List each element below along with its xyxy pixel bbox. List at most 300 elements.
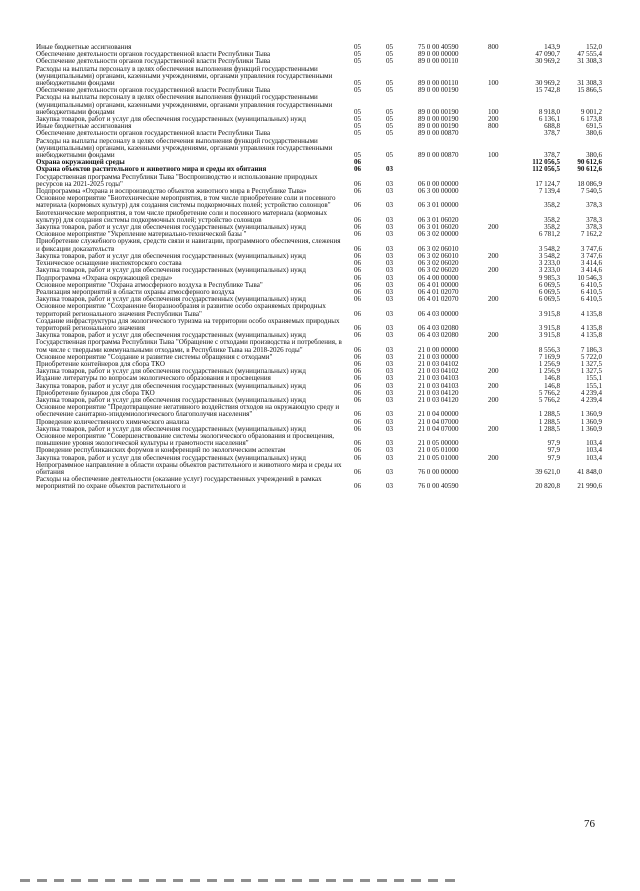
- row-amount-year1: 3 233,0: [538, 266, 560, 275]
- row-subsection: 03: [386, 410, 394, 419]
- row-section: 06: [354, 482, 362, 491]
- row-name: Обеспечение деятельности органов государственной власти Республики Тыва: [36, 86, 271, 95]
- table-row: [36, 404, 604, 418]
- row-subsection: 03: [386, 187, 394, 196]
- row-target-code: 06 4 01 02070: [418, 287, 459, 296]
- row-name: Основное мероприятие "Совершенствование системы экологического образования и просвещения, повышение уровня экологической культуры и грамотности населения": [36, 431, 335, 448]
- row-expense-type: 200: [488, 295, 499, 304]
- row-target-code: 89 0 00 00190: [418, 115, 459, 124]
- row-expense-type: 200: [488, 266, 499, 275]
- row-subsection: 03: [386, 453, 394, 462]
- row-section: 06: [354, 223, 362, 232]
- row-amount-year1: 146,8: [544, 374, 560, 383]
- row-target-code: 75 0 00 40590: [418, 43, 459, 51]
- row-section: 06: [354, 251, 362, 260]
- row-target-code: 21 0 05 01000: [418, 453, 459, 462]
- row-subsection: 05: [386, 115, 394, 124]
- row-subsection: 03: [386, 223, 394, 232]
- row-amount-year1: 3 548,2: [538, 251, 560, 260]
- page-number: 76: [584, 818, 595, 830]
- row-section: 06: [354, 453, 362, 462]
- row-expense-type: [488, 318, 518, 332]
- row-subsection: 05: [386, 107, 394, 116]
- row-amount-year2: 4 135,8: [580, 331, 602, 340]
- row-section: 06: [354, 244, 362, 253]
- row-amount-year1: 17 124,7: [535, 179, 560, 188]
- row-amount-year2: 1 360,9: [580, 417, 602, 426]
- row-amount-year1: 3 915,8: [538, 331, 560, 340]
- row-expense-type: 100: [488, 107, 499, 116]
- row-name: Закупка товаров, работ и услуг для обеспечения государственных (муниципальных) нужд: [36, 223, 306, 232]
- row-subsection: 03: [386, 381, 394, 390]
- row-section: 06: [354, 230, 362, 239]
- row-section: 06: [354, 417, 362, 426]
- row-amount-year2: 1 327,5: [580, 367, 602, 376]
- row-expense-type: 800: [488, 43, 499, 51]
- row-name: Издание литературы по вопросам экологического образования и просвещения: [36, 374, 271, 383]
- row-expense-type: [488, 159, 518, 166]
- row-name: Реализация мероприятий в области охраны атмосферного воздуха: [36, 287, 235, 296]
- row-target-code: 89 0 00 00190: [418, 86, 459, 95]
- row-amount-year2: 378,3: [586, 215, 602, 224]
- row-subsection: 03: [386, 374, 394, 383]
- row-name: Проведение количественного химического анализа: [36, 417, 190, 426]
- row-subsection: 03: [386, 280, 394, 289]
- row-name: Закупка товаров, работ и услуг для обеспечения государственных (муниципальных) нужд: [36, 453, 306, 462]
- row-amount-year2: 4 135,8: [580, 323, 602, 332]
- row-amount-year1: 47 090,7: [535, 50, 560, 59]
- row-expense-type: [488, 476, 518, 490]
- row-section: 06: [354, 359, 362, 368]
- row-amount-year2: 4 239,4: [580, 388, 602, 397]
- row-expense-type: [488, 404, 518, 418]
- row-target-code: 89 0 00 00000: [418, 50, 459, 59]
- row-target-code: 76 0 00 00000: [418, 467, 459, 476]
- row-target-code: [418, 159, 488, 166]
- row-expense-type: [488, 174, 518, 188]
- row-name: Обеспечение деятельности органов государственной власти Республики Тыва: [36, 57, 271, 66]
- table-row: [36, 174, 604, 188]
- row-amount-year1: 143,9: [544, 43, 560, 51]
- row-subsection: 03: [386, 230, 394, 239]
- row-section: 06: [354, 280, 362, 289]
- row-target-code: 06 4 01 02070: [418, 295, 459, 304]
- row-expense-type: [488, 195, 518, 209]
- row-expense-type: 200: [488, 331, 499, 340]
- row-expense-type: [488, 275, 518, 282]
- row-amount-year1: 1 256,9: [538, 359, 560, 368]
- row-name: Государственная программа Республики Тыва "Обращение с отходами производства и потребления, в том числе с твердыми коммунальными отходами, в Республике Тыва на 2018-2026 годы": [36, 338, 342, 354]
- row-target-code: 06 3 02 06010: [418, 251, 459, 260]
- row-section: 06: [354, 158, 362, 167]
- row-amount-year1: 1 288,5: [538, 410, 560, 419]
- row-amount-year1: 3 548,2: [538, 244, 560, 253]
- row-amount-year1: 39 621,0: [535, 467, 560, 476]
- row-amount-year1: 6 069,5: [538, 287, 560, 296]
- row-name: Охрана окружающей среды: [36, 158, 125, 167]
- budget-table: [36, 44, 604, 491]
- row-target-code: 89 0 00 00190: [418, 122, 459, 131]
- row-amount-year2: 380,6: [586, 151, 602, 160]
- row-section: 06: [354, 295, 362, 304]
- row-amount-year1: 358,2: [544, 223, 560, 232]
- row-target-code: 21 0 04 07000: [418, 424, 459, 433]
- row-amount-year2: 5 722,0: [580, 352, 602, 361]
- row-target-code: 06 4 03 02080: [418, 323, 459, 332]
- row-section: 06: [354, 259, 362, 268]
- row-amount-year2: 103,4: [586, 439, 602, 448]
- row-subsection: 03: [386, 323, 394, 332]
- row-amount-year2: 6 173,8: [580, 115, 602, 124]
- row-name: Охрана объектов растительного и животного мира и среды их обитания: [36, 165, 267, 174]
- row-amount-year2: 7 162,2: [580, 230, 602, 239]
- row-amount-year2: 15 866,5: [577, 86, 602, 95]
- row-subsection: 03: [386, 287, 394, 296]
- row-name: Закупка товаров, работ и услуг для обеспечения государственных (муниципальных) нужд: [36, 381, 306, 390]
- row-target-code: 06 3 02 00000: [418, 230, 459, 239]
- row-target-code: 21 0 03 04102: [418, 359, 459, 368]
- row-section: 06: [354, 446, 362, 455]
- row-target-code: 21 0 03 04120: [418, 395, 459, 404]
- row-expense-type: 200: [488, 115, 499, 124]
- table-row: [36, 476, 604, 490]
- row-name: Основное мероприятие "Сохранение биоразнообразия и развитие особо охраняемых природных территорий регионального значения Республики Тыва": [36, 302, 326, 318]
- row-amount-year1: 30 969,2: [535, 57, 560, 66]
- row-target-code: 21 0 03 04103: [418, 381, 459, 390]
- row-amount-year1: 6 781,2: [538, 230, 560, 239]
- row-amount-year2: 3 747,6: [580, 251, 602, 260]
- row-amount-year2: 4 135,8: [580, 309, 602, 318]
- row-name: Расходы на выплаты персоналу в целях обеспечения выполнения функций государственными (муниципальными) органами, казенными учреждениями, органами управления государственными внебюджетными фондами: [36, 64, 333, 88]
- row-amount-year2: 691,5: [586, 122, 602, 131]
- row-amount-year1: 6 069,5: [538, 280, 560, 289]
- row-name: Закупка товаров, работ и услуг для обеспечения государственных (муниципальных) нужд: [36, 251, 306, 260]
- table-row: [36, 210, 604, 224]
- row-name: Подпрограмма «Охрана и воспроизводство объектов животного мира в Республике Тыва»: [36, 187, 307, 196]
- row-amount-year2: 7 540,5: [580, 187, 602, 196]
- row-expense-type: 200: [488, 381, 499, 390]
- row-amount-year2: 4 239,4: [580, 395, 602, 404]
- row-name: Закупка товаров, работ и услуг для обеспечения государственных (муниципальных) нужд: [36, 331, 306, 340]
- row-amount-year2: 6 410,5: [580, 280, 602, 289]
- table-row: [36, 303, 604, 317]
- row-amount-year2: 7 186,3: [580, 345, 602, 354]
- row-target-code: 21 0 03 04102: [418, 367, 459, 376]
- row-amount-year1: 97,9: [547, 439, 560, 448]
- row-subsection: 05: [386, 129, 394, 138]
- row-section: 05: [354, 86, 362, 95]
- row-name: Иные бюджетные ассигнования: [36, 43, 132, 51]
- row-name: Приобретение контейнеров для сбора ТКО: [36, 359, 165, 368]
- row-expense-type: [488, 433, 518, 447]
- row-amount-year1: 358,2: [544, 201, 560, 210]
- row-subsection: 03: [386, 266, 394, 275]
- row-subsection: 03: [386, 367, 394, 376]
- row-target-code: 89 0 00 00870: [418, 129, 459, 138]
- row-section: 06: [354, 374, 362, 383]
- row-subsection: 03: [386, 395, 394, 404]
- row-section: 05: [354, 79, 362, 88]
- row-target-code: 06 0 00 00000: [418, 179, 459, 188]
- row-name: Закупка товаров, работ и услуг для обеспечения государственных (муниципальных) нужд: [36, 266, 306, 275]
- row-subsection: 03: [386, 179, 394, 188]
- row-name: Приобретение служебного оружия, средств связи и навигации, программного обеспечения, слежения и фиксации доказательств: [36, 237, 341, 253]
- row-amount-year2: 21 990,6: [577, 482, 602, 491]
- row-section: 06: [354, 323, 362, 332]
- row-target-code: 06 4 00 00000: [418, 273, 459, 282]
- row-subsection: 03: [386, 352, 394, 361]
- row-subsection: 03: [386, 439, 394, 448]
- row-amount-year2: 1 327,5: [580, 359, 602, 368]
- row-section: 05: [354, 115, 362, 124]
- row-subsection: 03: [386, 273, 394, 282]
- row-target-code: 06 4 03 02080: [418, 331, 459, 340]
- row-expense-type: [488, 210, 518, 224]
- row-section: 05: [354, 129, 362, 138]
- row-expense-type: [488, 354, 518, 361]
- row-target-code: 21 0 03 04120: [418, 388, 459, 397]
- row-name: Государственная программа Республики Тыва "Воспроизводство и использование природных ресурсов на 2021-2025 годы": [36, 172, 318, 188]
- row-name: Основное мероприятие "Биотехнические мероприятия, в том числе приобретение соли и посевного материала (кормовых культур) для создания системы подкормочных полей; устройство солонцов": [36, 194, 336, 210]
- row-amount-year2: 47 555,4: [577, 50, 602, 59]
- row-section: 06: [354, 273, 362, 282]
- row-amount-year2: 3 414,6: [580, 259, 602, 268]
- row-subsection: 03: [386, 331, 394, 340]
- row-section: 06: [354, 352, 362, 361]
- row-expense-type: 800: [488, 122, 499, 131]
- row-expense-type: [488, 166, 518, 173]
- row-amount-year2: 155,1: [586, 381, 602, 390]
- row-target-code: 06 3 01 06020: [418, 215, 459, 224]
- row-amount-year2: 9 001,2: [580, 107, 602, 116]
- row-amount-year2: 3 414,6: [580, 266, 602, 275]
- row-name: Закупка товаров, работ и услуг для обеспечения государственных (муниципальных) нужд: [36, 115, 306, 124]
- row-amount-year1: 9 985,3: [538, 273, 560, 282]
- row-amount-year1: 378,7: [544, 151, 560, 160]
- row-target-code: 06 3 01 00000: [418, 201, 459, 210]
- row-expense-type: 100: [488, 79, 499, 88]
- row-target-code: 89 0 00 00110: [418, 79, 459, 88]
- row-subsection: 05: [386, 86, 394, 95]
- row-name: Основное мероприятие "Предотвращение негативного воздействия отходов на окружающую среду и обеспечение санитарно-эпидемиологического благополучия населения": [36, 403, 340, 419]
- row-subsection: 03: [386, 417, 394, 426]
- row-name: Обеспечение деятельности органов государственной власти Республики Тыва: [36, 50, 271, 59]
- row-amount-year1: 97,9: [547, 453, 560, 462]
- row-target-code: 21 0 03 04103: [418, 374, 459, 383]
- budget-table-body: [36, 44, 604, 491]
- row-amount-year2: 31 308,3: [577, 57, 602, 66]
- row-expense-type: [488, 462, 518, 476]
- row-amount-year1: 3 233,0: [538, 259, 560, 268]
- row-expense-type: [488, 303, 518, 317]
- row-section: 05: [354, 151, 362, 160]
- table-row: [36, 462, 604, 476]
- row-amount-year1: 7 139,4: [538, 187, 560, 196]
- row-subsection: 03: [386, 359, 394, 368]
- row-section: 06: [354, 424, 362, 433]
- row-section: 06: [354, 266, 362, 275]
- row-amount-year1: 146,8: [544, 381, 560, 390]
- row-subsection: 03: [386, 259, 394, 268]
- row-amount-year1: 3 915,8: [538, 323, 560, 332]
- table-row: [36, 318, 604, 332]
- row-amount-year1: 6 069,5: [538, 295, 560, 304]
- row-expense-type: [488, 282, 518, 289]
- row-subsection: 05: [386, 50, 394, 59]
- row-amount-year2: 90 612,6: [577, 158, 602, 167]
- row-amount-year2: 103,4: [586, 446, 602, 455]
- row-subsection: 03: [386, 345, 394, 354]
- row-amount-year1: 97,9: [547, 446, 560, 455]
- row-expense-type: [488, 51, 518, 58]
- row-subsection: 05: [386, 151, 394, 160]
- row-section: 05: [354, 43, 362, 51]
- row-section: 06: [354, 410, 362, 419]
- row-section: 05: [354, 122, 362, 131]
- row-target-code: 89 0 00 00190: [418, 107, 459, 116]
- row-subsection: 03: [386, 467, 394, 476]
- row-amount-year2: 378,3: [586, 223, 602, 232]
- row-target-code: 21 0 04 07000: [418, 417, 459, 426]
- row-expense-type: 200: [488, 424, 499, 433]
- row-section: 06: [354, 395, 362, 404]
- row-name: Расходы на обеспечение деятельности (оказание услуг) государственных учреждений в рамках мероприятий по охране объектов растительного и: [36, 475, 322, 491]
- row-expense-type: [488, 130, 518, 137]
- row-name: Создание инфраструктуры для экологического туризма на территории особо охраняемых природных территорий регионального значения: [36, 316, 340, 332]
- row-expense-type: [488, 87, 518, 94]
- row-section: 06: [354, 179, 362, 188]
- row-name: Расходы на выплаты персоналу в целях обеспечения выполнения функций государственными (муниципальными) органами, казенными учреждениями, органами управления государственными внебюджетными фондами: [36, 136, 333, 160]
- row-amount-year2: 6 410,5: [580, 287, 602, 296]
- row-expense-type: [488, 188, 518, 195]
- row-amount-year1: 358,2: [544, 215, 560, 224]
- row-section: 06: [354, 439, 362, 448]
- row-target-code: 89 0 00 00870: [418, 151, 459, 160]
- row-name: Биотехнические мероприятия, в том числе приобретение соли и посевного материала (кормовых культур) для создания системы подкормочных полей; устройство солонцов: [36, 208, 327, 224]
- row-subsection: 05: [386, 122, 394, 131]
- row-name: Закупка товаров, работ и услуг для обеспечения государственных (муниципальных) нужд: [36, 295, 306, 304]
- scan-edge-marks: [20, 879, 460, 882]
- row-section: 06: [354, 309, 362, 318]
- row-target-code: 21 0 05 01000: [418, 446, 459, 455]
- row-amount-year2: 6 410,5: [580, 295, 602, 304]
- row-expense-type: [488, 58, 518, 65]
- row-amount-year1: 30 969,2: [535, 79, 560, 88]
- row-target-code: 21 0 05 00000: [418, 439, 459, 448]
- row-name: Приобретение бункеров для сбора ТКО: [36, 388, 155, 397]
- row-name: Основное мероприятие "Охрана атмосферного воздуха в Республике Тыва": [36, 280, 263, 289]
- table-row: [36, 433, 604, 447]
- row-section: 06: [354, 287, 362, 296]
- row-amount-year1: 15 742,8: [535, 86, 560, 95]
- row-subsection: 03: [386, 251, 394, 260]
- table-row: [36, 238, 604, 252]
- row-name: Закупка товаров, работ и услуг для обеспечения государственных (муниципальных) нужд: [36, 395, 306, 404]
- row-amount-year2: 1 360,9: [580, 410, 602, 419]
- row-section: 06: [354, 165, 362, 174]
- row-subsection: 03: [386, 215, 394, 224]
- row-target-code: 06 3 02 06010: [418, 244, 459, 253]
- row-amount-year1: 8 918,0: [538, 107, 560, 116]
- row-name: Проведение республиканских форумов и конференций по экологическим аспектам: [36, 446, 286, 455]
- row-amount-year2: 31 308,3: [577, 79, 602, 88]
- row-amount-year2: 41 848,0: [577, 467, 602, 476]
- row-target-code: 06 3 00 00000: [418, 187, 459, 196]
- row-section: 06: [354, 388, 362, 397]
- row-target-code: 89 0 00 00110: [418, 57, 459, 66]
- row-subsection: 03: [386, 482, 394, 491]
- row-amount-year1: 1 288,5: [538, 417, 560, 426]
- row-amount-year1: 20 820,8: [535, 482, 560, 491]
- row-amount-year1: 112 056,5: [532, 165, 560, 174]
- row-amount-year1: 112 056,5: [532, 158, 560, 167]
- row-subsection: 03: [386, 388, 394, 397]
- row-target-code: 06 4 01 00000: [418, 280, 459, 289]
- row-section: 06: [354, 345, 362, 354]
- row-target-code: 06 3 02 06020: [418, 266, 459, 275]
- row-name: Обеспечение деятельности органов государственной власти Республики Тыва: [36, 129, 271, 138]
- row-name: Основное мероприятие "Создание и развитие системы обращения с отходами": [36, 352, 273, 361]
- row-expense-type: 200: [488, 395, 499, 404]
- row-amount-year2: 380,6: [586, 129, 602, 138]
- table-row: [36, 195, 604, 209]
- row-amount-year2: 90 612,6: [577, 165, 602, 174]
- table-row: [36, 66, 604, 88]
- row-subsection: 05: [386, 43, 394, 51]
- row-amount-year1: 688,8: [544, 122, 560, 131]
- row-amount-year1: 378,7: [544, 129, 560, 138]
- row-subsection: 03: [386, 309, 394, 318]
- row-subsection: 05: [386, 79, 394, 88]
- row-target-code: 21 0 00 00000: [418, 345, 459, 354]
- row-amount-year2: 18 086,9: [577, 179, 602, 188]
- row-expense-type: 200: [488, 223, 499, 232]
- table-row: [36, 138, 604, 160]
- row-target-code: 06 3 02 06020: [418, 259, 459, 268]
- row-amount-year2: 1 360,9: [580, 424, 602, 433]
- row-target-code: [418, 166, 488, 173]
- row-target-code: 21 0 03 00000: [418, 352, 459, 361]
- row-subsection: 03: [386, 295, 394, 304]
- row-amount-year1: 7 169,9: [538, 352, 560, 361]
- row-amount-year1: 5 766,2: [538, 388, 560, 397]
- row-name: Расходы на выплаты персоналу в целях обеспечения выполнения функций государственными (муниципальными) органами, казенными учреждениями, органами управления государственными внебюджетными фондами: [36, 93, 333, 116]
- row-name: Основное мероприятие "Укрепление материально-технической базы ": [36, 230, 247, 239]
- row-amount-year1: 6 136,1: [538, 115, 560, 124]
- row-name: Закупка товаров, работ и услуг для обеспечения государственных (муниципальных) нужд: [36, 367, 306, 376]
- row-subsection: 03: [386, 201, 394, 210]
- row-section: 06: [354, 201, 362, 210]
- row-amount-year2: 155,1: [586, 374, 602, 383]
- row-expense-type: 200: [488, 251, 499, 260]
- row-target-code: 06 3 01 06020: [418, 223, 459, 232]
- row-name: Непрограммное направление в области охраны объектов растительного и животного мира и среды их обитания: [36, 460, 342, 476]
- row-expense-type: [488, 238, 518, 252]
- row-expense-type: 100: [488, 151, 499, 160]
- row-amount-year1: 1 256,9: [538, 367, 560, 376]
- row-subsection: 03: [386, 165, 394, 174]
- table-row: [36, 339, 604, 353]
- row-amount-year2: 103,4: [586, 453, 602, 462]
- row-subsection: 03: [386, 446, 394, 455]
- row-section: 06: [354, 367, 362, 376]
- row-section: 05: [354, 57, 362, 66]
- row-name: Техническое оснащение инспекторского состава: [36, 259, 182, 268]
- row-amount-year2: 3 747,6: [580, 244, 602, 253]
- row-amount-year2: 10 546,3: [577, 273, 602, 282]
- row-amount-year2: 152,0: [586, 43, 602, 51]
- row-amount-year1: 1 288,5: [538, 424, 560, 433]
